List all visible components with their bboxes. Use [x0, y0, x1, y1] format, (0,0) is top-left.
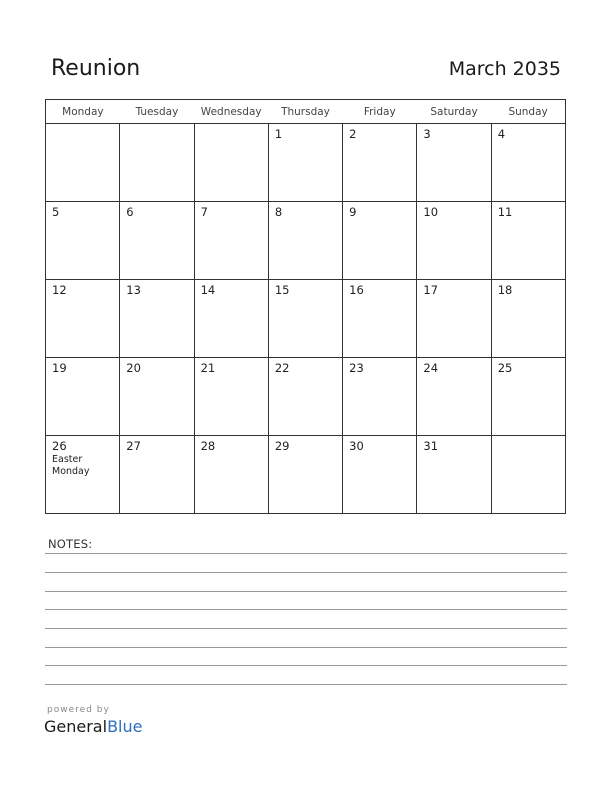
- day-cell: [46, 280, 120, 358]
- notes-line: [45, 665, 567, 666]
- day-number: 8: [274, 205, 283, 219]
- day-number: 13: [126, 283, 141, 297]
- day-cell: [343, 124, 417, 202]
- day-cell: [417, 358, 491, 436]
- notes-line: [45, 572, 567, 573]
- weekday-tuesday: Tuesday: [120, 100, 194, 124]
- holiday-label-line: Easter: [52, 454, 83, 465]
- week-row: [46, 202, 566, 280]
- brand-logo: [44, 717, 142, 737]
- day-cell: [46, 436, 120, 514]
- day-number: 5: [52, 205, 60, 219]
- day-cell: [268, 436, 342, 514]
- day-cell: [194, 358, 268, 436]
- day-number: 30: [349, 439, 364, 453]
- day-number: 2: [349, 127, 357, 141]
- day-cell: [120, 436, 194, 514]
- notes-line: [45, 553, 567, 554]
- day-number: 23: [349, 361, 364, 375]
- weekday-header-row: [46, 100, 566, 124]
- day-cell: [46, 124, 120, 202]
- day-number: 4: [497, 127, 506, 141]
- day-number: 10: [423, 205, 439, 219]
- day-number: 31: [423, 439, 439, 453]
- brand-general-text: General: [44, 717, 108, 736]
- notes-line: [45, 591, 567, 592]
- day-cell: [120, 202, 194, 280]
- day-cell: [417, 280, 491, 358]
- day-number: 9: [349, 205, 357, 219]
- brand-blue-text: Blue: [107, 717, 143, 736]
- day-number: 27: [126, 439, 141, 453]
- day-cell: [194, 202, 268, 280]
- weekday-saturday: Saturday: [417, 100, 491, 124]
- weekday-sunday: Sunday: [491, 100, 565, 124]
- day-cell: [194, 124, 268, 202]
- weekday-thursday: Thursday: [268, 100, 342, 124]
- day-number: 29: [274, 439, 290, 453]
- day-number: 6: [126, 205, 134, 219]
- day-number: 21: [200, 361, 216, 375]
- day-cell: [268, 124, 342, 202]
- notes-line: [45, 628, 567, 629]
- powered-by-text: powered by: [47, 705, 110, 715]
- day-number: 12: [52, 283, 67, 297]
- day-number: 26: [52, 439, 67, 453]
- notes-line: [45, 684, 567, 685]
- day-cell: [268, 280, 342, 358]
- region-title: Reunion: [51, 56, 141, 81]
- day-number: 18: [497, 283, 513, 297]
- day-cell: [120, 358, 194, 436]
- day-cell: [417, 124, 491, 202]
- day-number: 1: [274, 127, 283, 141]
- day-cell: [491, 436, 565, 514]
- day-cell: [268, 358, 342, 436]
- day-number: 15: [274, 283, 290, 297]
- weekday-wednesday: Wednesday: [194, 100, 268, 124]
- day-number: 28: [200, 439, 216, 453]
- holiday-label-line: Monday: [52, 466, 90, 477]
- day-cell: [194, 280, 268, 358]
- day-number: 7: [200, 205, 208, 219]
- day-number: 14: [200, 283, 216, 297]
- week-row: [46, 280, 566, 358]
- day-number: 19: [52, 361, 67, 375]
- weekday-monday: Monday: [46, 100, 120, 124]
- day-cell: [46, 202, 120, 280]
- day-cell: [268, 202, 342, 280]
- holiday-label: [52, 454, 119, 478]
- notes-line: [45, 647, 567, 648]
- day-number: 17: [423, 283, 439, 297]
- day-cell: [343, 436, 417, 514]
- week-row: [46, 124, 566, 202]
- week-row: [46, 358, 566, 436]
- day-number: 16: [349, 283, 364, 297]
- day-cell: [194, 436, 268, 514]
- day-cell: [491, 280, 565, 358]
- day-cell: [120, 124, 194, 202]
- notes-label: NOTES:: [48, 537, 93, 551]
- day-cell: [491, 124, 565, 202]
- day-cell: [120, 280, 194, 358]
- day-cell: [417, 202, 491, 280]
- day-number: 22: [274, 361, 290, 375]
- day-number: 20: [126, 361, 141, 375]
- day-cell: [343, 358, 417, 436]
- day-number: 25: [497, 361, 513, 375]
- month-title: March 2035: [448, 58, 561, 80]
- week-row: [46, 436, 566, 514]
- day-cell: [417, 436, 491, 514]
- day-cell: [46, 358, 120, 436]
- day-number: 3: [423, 127, 431, 141]
- notes-line: [45, 609, 567, 610]
- calendar-grid: [45, 99, 566, 514]
- day-cell: [491, 358, 565, 436]
- day-number: 11: [497, 205, 513, 219]
- day-cell: [343, 202, 417, 280]
- day-number: 24: [423, 361, 439, 375]
- day-cell: [491, 202, 565, 280]
- day-cell: [343, 280, 417, 358]
- weekday-friday: Friday: [343, 100, 417, 124]
